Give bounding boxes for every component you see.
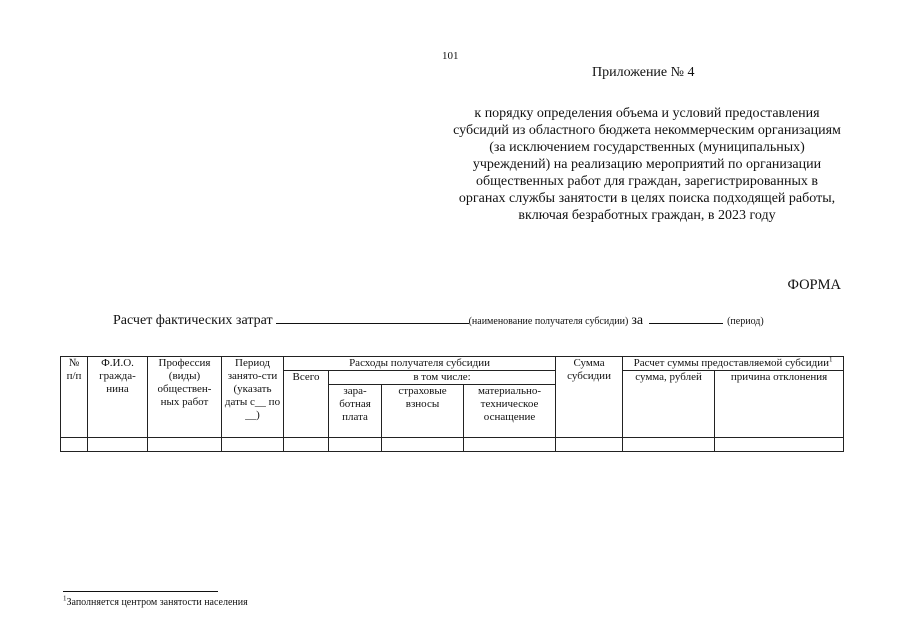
footnote-ref: 1 [829,355,833,364]
table-cell [222,438,284,452]
header-reason: причина отклонения [715,371,844,438]
expenses-table [60,356,844,452]
footnote-mark: 1 [63,594,67,603]
table-cell [464,438,556,452]
calc-line [113,311,764,329]
calc-za: за [631,313,644,328]
table-cell [61,438,88,452]
header-fio: Ф.И.О. гражда-нина [88,357,148,438]
table-cell [284,438,329,452]
header-total: Всего [284,371,329,438]
header-subsidy-sum: Сумма субсидии [556,357,623,438]
period-note: (период) [727,316,764,327]
table-cell [382,438,464,452]
form-label: ФОРМА [787,277,841,293]
recipient-blank [276,311,469,324]
appendix-description: к порядку определения объема и условий предоставления субсидий из областного бюджета некоммерческим организациям (за исключением государственных (муниципальных) учреждений) на реализацию мероприятий по организации общественных работ для граждан, зарегистрированных в органах службы занятости в целях поиска подходящей работы, включая безработных граждан, в 2023 году [453,106,841,223]
header-period: Период занято-сти (указать даты с__ по __) [222,357,284,438]
header-insurance: страховые взносы [382,385,464,438]
table-cell [329,438,382,452]
table-cell [148,438,222,452]
table-cell [88,438,148,452]
header-sum-rub: сумма, рублей [623,371,715,438]
table-cell [556,438,623,452]
table-cell [623,438,715,452]
header-num: № п/п [61,357,88,438]
header-expenses: Расходы получателя субсидии [284,357,556,371]
header-calc [623,357,844,371]
calc-prefix: Расчет фактических затрат [113,313,273,328]
page-number: 101 [442,50,459,62]
header-profession: Профессия (виды) обществен-ных работ [148,357,222,438]
table-cell [715,438,844,452]
header-material: материально-техническое оснащение [464,385,556,438]
footnote-divider [63,591,218,592]
appendix-title: Приложение № 4 [592,65,695,80]
header-including: в том числе: [329,371,556,385]
header-salary: зара-ботная плата [329,385,382,438]
footnote-text: Заполняется центром занятости населения [66,597,248,608]
recipient-note: (наименование получателя субсидии) [468,316,629,327]
header-row-1 [61,357,844,371]
header-calc-text: Расчет суммы предоставляемой субсидии [633,357,829,369]
period-blank [649,311,723,324]
footnote [63,594,248,608]
table-row [61,438,844,452]
